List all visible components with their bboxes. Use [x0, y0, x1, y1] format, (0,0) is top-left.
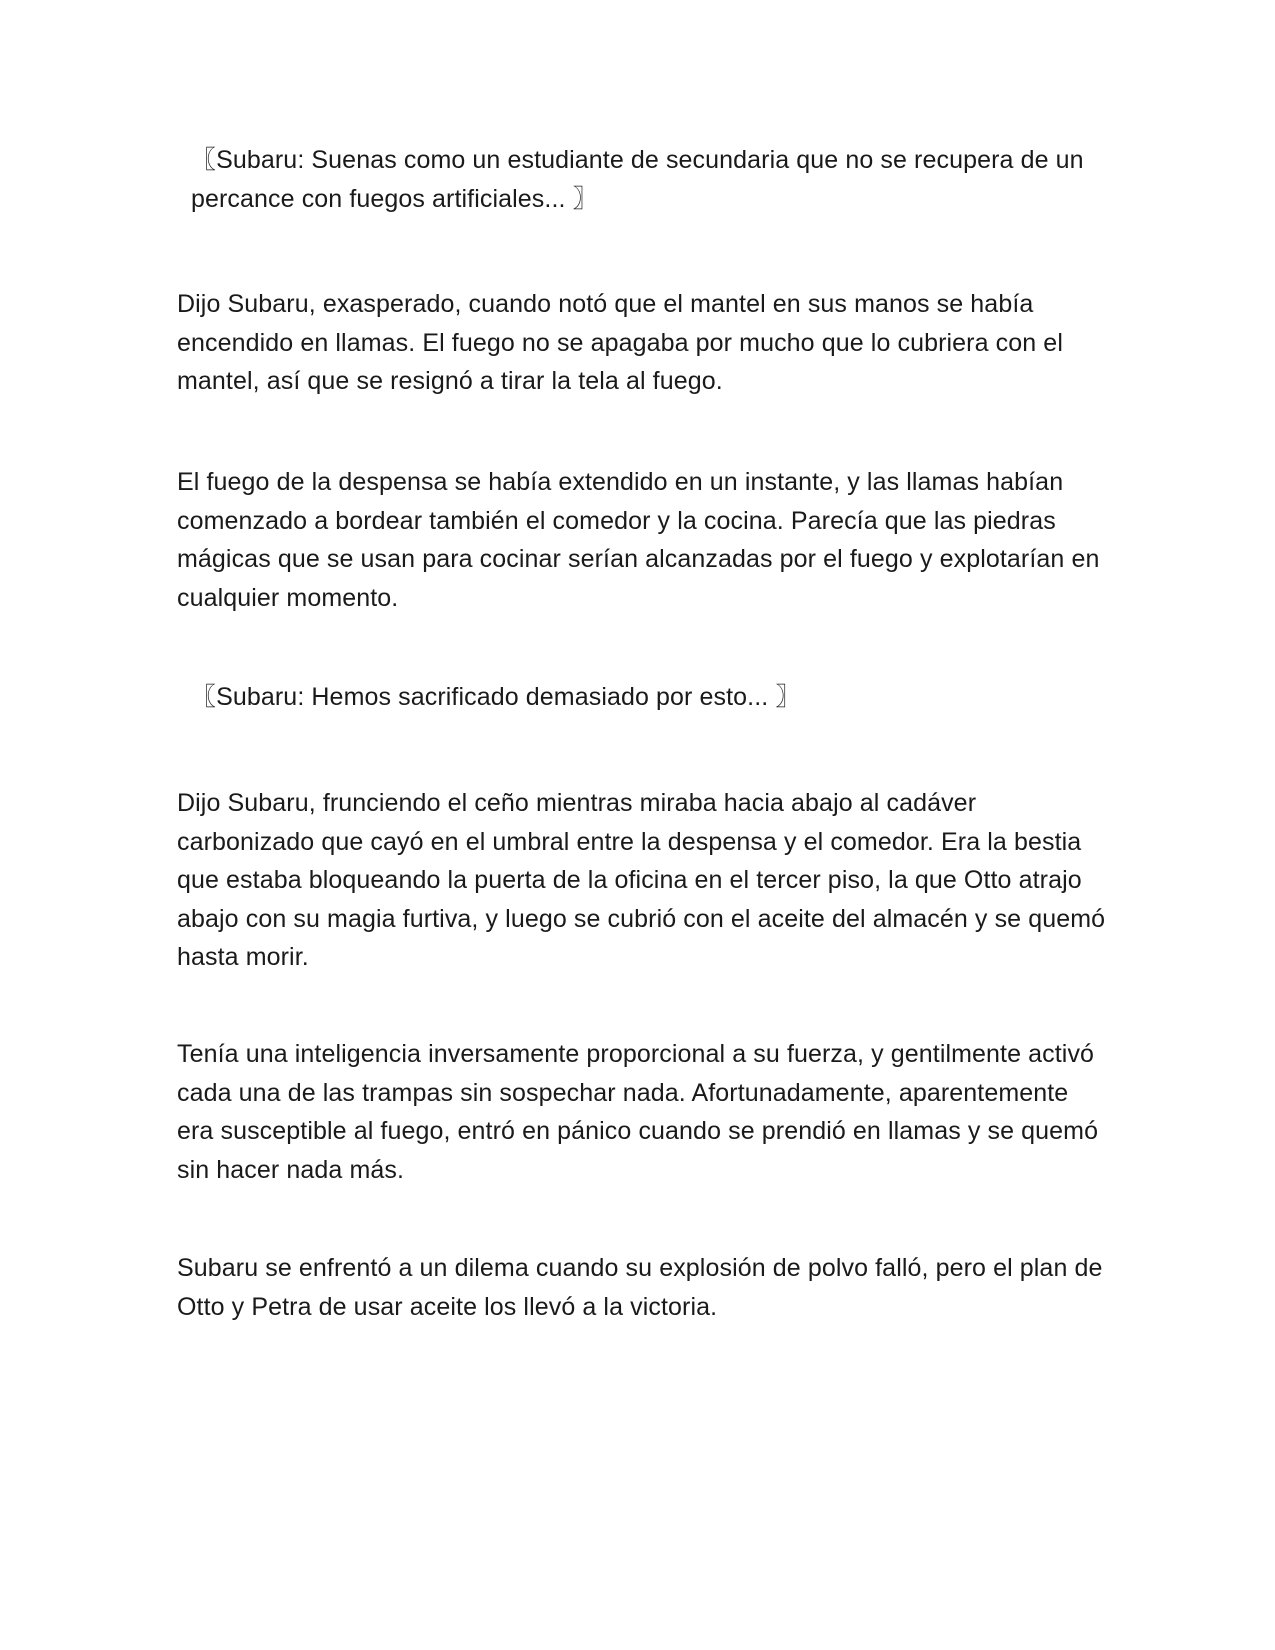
- paragraph-victory: Subaru se enfrentó a un dilema cuando su explosión de polvo falló, pero el plan de Otto y Petra de usar aceite los llevó a la victoria.: [177, 1254, 1103, 1321]
- dialogue-line-sacrifice: 〖Subaru: Hemos sacrificado demasiado por esto... 〗: [191, 683, 801, 711]
- paragraph-tablecloth-fire: Dijo Subaru, exasperado, cuando notó que el mantel en sus manos se había encendido en llamas. El fuego no se apagaba por mucho que lo cubriera con el mantel, así que se resignó a tirar la tela al fuego.: [177, 290, 1063, 395]
- paragraph-beast-intelligence: Tenía una inteligencia inversamente proporcional a su fuerza, y gentilmente activó cada una de las trampas sin sospechar nada. Afortunadamente, aparentemente era susceptible al fuego, entró en pánico cuando se prendió en llamas y se quemó sin hacer nada más.: [177, 1040, 1099, 1184]
- paragraph-pantry-fire: El fuego de la despensa se había extendido en un instante, y las llamas habían comenzado a bordear también el comedor y la cocina. Parecía que las piedras mágicas que se usan para cocinar serían alcanzadas por el fuego y explotarían en cualquier momento.: [177, 468, 1100, 612]
- dialogue-line-fireworks: 〖Subaru: Suenas como un estudiante de secundaria que no se recupera de un percance con fuegos artificiales... 〗: [191, 146, 1084, 213]
- paragraph-charred-corpse: Dijo Subaru, frunciendo el ceño mientras miraba hacia abajo al cadáver carbonizado que cayó en el umbral entre la despensa y el comedor. Era la bestia que estaba bloqueando la puerta de la oficina en el tercer piso, la que Otto atrajo abajo con su magia furtiva, y luego se cubrió con el aceite del almacén y se quemó hasta morir.: [177, 789, 1106, 971]
